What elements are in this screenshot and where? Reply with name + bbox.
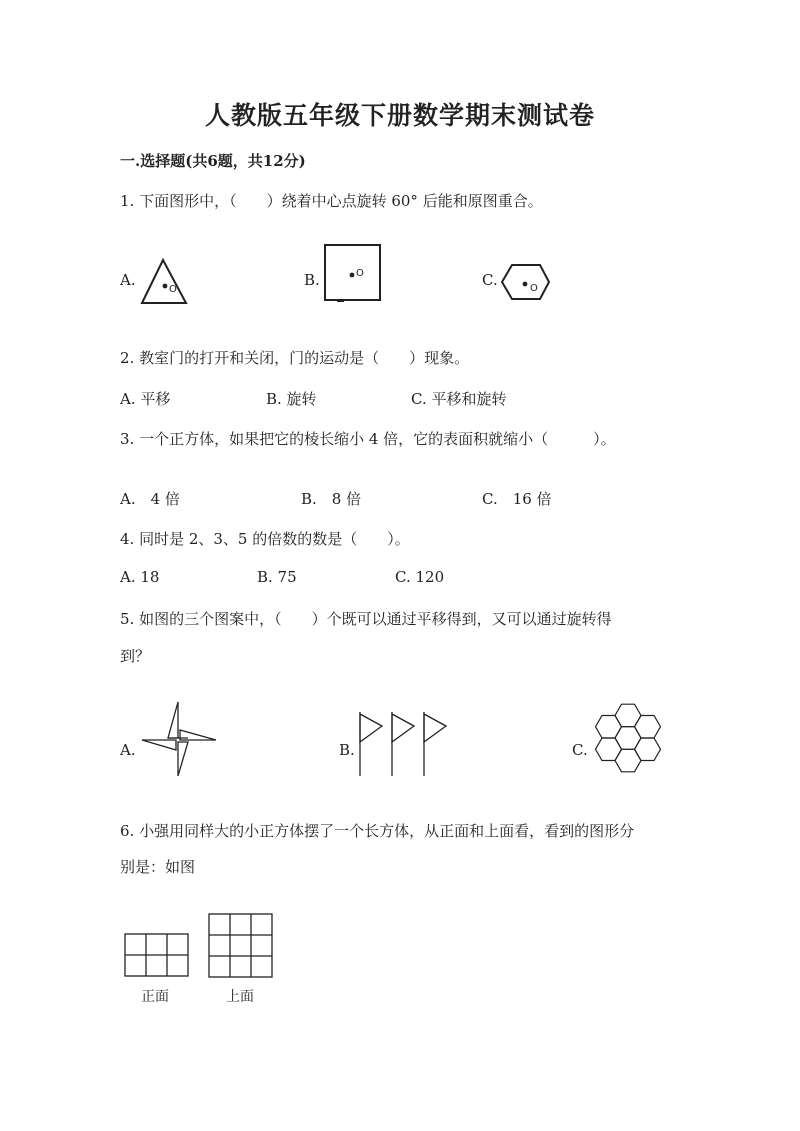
q1-hexagon-figure	[500, 262, 556, 304]
section-heading: 一.选择题(共6题，共12分)	[120, 152, 306, 170]
question-5-text-line2: 到？	[120, 647, 151, 665]
top-view-caption: 上面	[226, 989, 254, 1005]
q1-c-center-label: O	[530, 283, 538, 294]
q5-pinwheel-figure	[138, 700, 220, 780]
q1-option-a-label: A.	[120, 271, 136, 289]
honeycomb-cell	[635, 716, 661, 739]
q1-b-center-label: O	[356, 268, 364, 279]
honeycomb-cell	[635, 738, 661, 761]
question-5-text-line1: 5. 如图的三个图案中，（ ）个既可以通过平移得到，又可以通过旋转得	[120, 610, 612, 628]
question-1-text: 1. 下面图形中，（ ）绕着中心点旋转 60° 后能和原图重合。	[120, 192, 543, 210]
honeycomb-cell	[596, 738, 622, 761]
page-title: 人教版五年级下册数学期末测试卷	[204, 101, 595, 130]
question-6-text-line2: 别是：如图	[120, 858, 196, 876]
q2-option-b: B. 旋转	[266, 390, 317, 408]
q1-option-c-label: C.	[482, 271, 498, 289]
q2-option-c: C. 平移和旋转	[411, 390, 507, 408]
q4-option-c: C. 120	[395, 568, 445, 586]
q1-triangle-figure	[138, 254, 218, 310]
q5-honeycomb-figure	[588, 698, 670, 780]
q2-option-a: A. 平移	[120, 390, 171, 408]
q3-option-c: C. 16 倍	[482, 490, 552, 508]
q4-option-b: B. 75	[257, 568, 297, 586]
question-6-text-line1: 6. 小强用同样大的小正方体摆了一个长方体，从正面和上面看，看到的图形分	[120, 822, 635, 840]
q3-option-b: B. 8 倍	[301, 490, 362, 508]
question-3-text: 3. 一个正方体，如果把它的棱长缩小 4 倍，它的表面积就缩小（ ）。	[120, 430, 616, 448]
q1-square-figure	[322, 242, 386, 306]
honeycomb-cell	[596, 716, 622, 739]
q1-a-center-label: O	[169, 284, 177, 295]
q1-option-b-label: B.	[304, 271, 320, 289]
front-view-grid	[124, 932, 190, 978]
q4-option-a: A. 18	[120, 568, 160, 586]
q5-option-c-label: C.	[572, 741, 588, 759]
top-view-grid	[208, 912, 274, 978]
front-view-caption: 正面	[141, 989, 169, 1005]
question-4-text: 4. 同时是 2、3、5 的倍数的数是（ ）。	[120, 530, 410, 548]
question-2-text: 2. 教室门的打开和关闭，门的运动是（ ）现象。	[120, 349, 470, 367]
q3-option-a: A. 4 倍	[120, 490, 180, 508]
q5-option-a-label: A.	[120, 741, 136, 759]
q5-option-b-label: B.	[339, 741, 355, 759]
q5-flags-figure	[354, 710, 454, 780]
